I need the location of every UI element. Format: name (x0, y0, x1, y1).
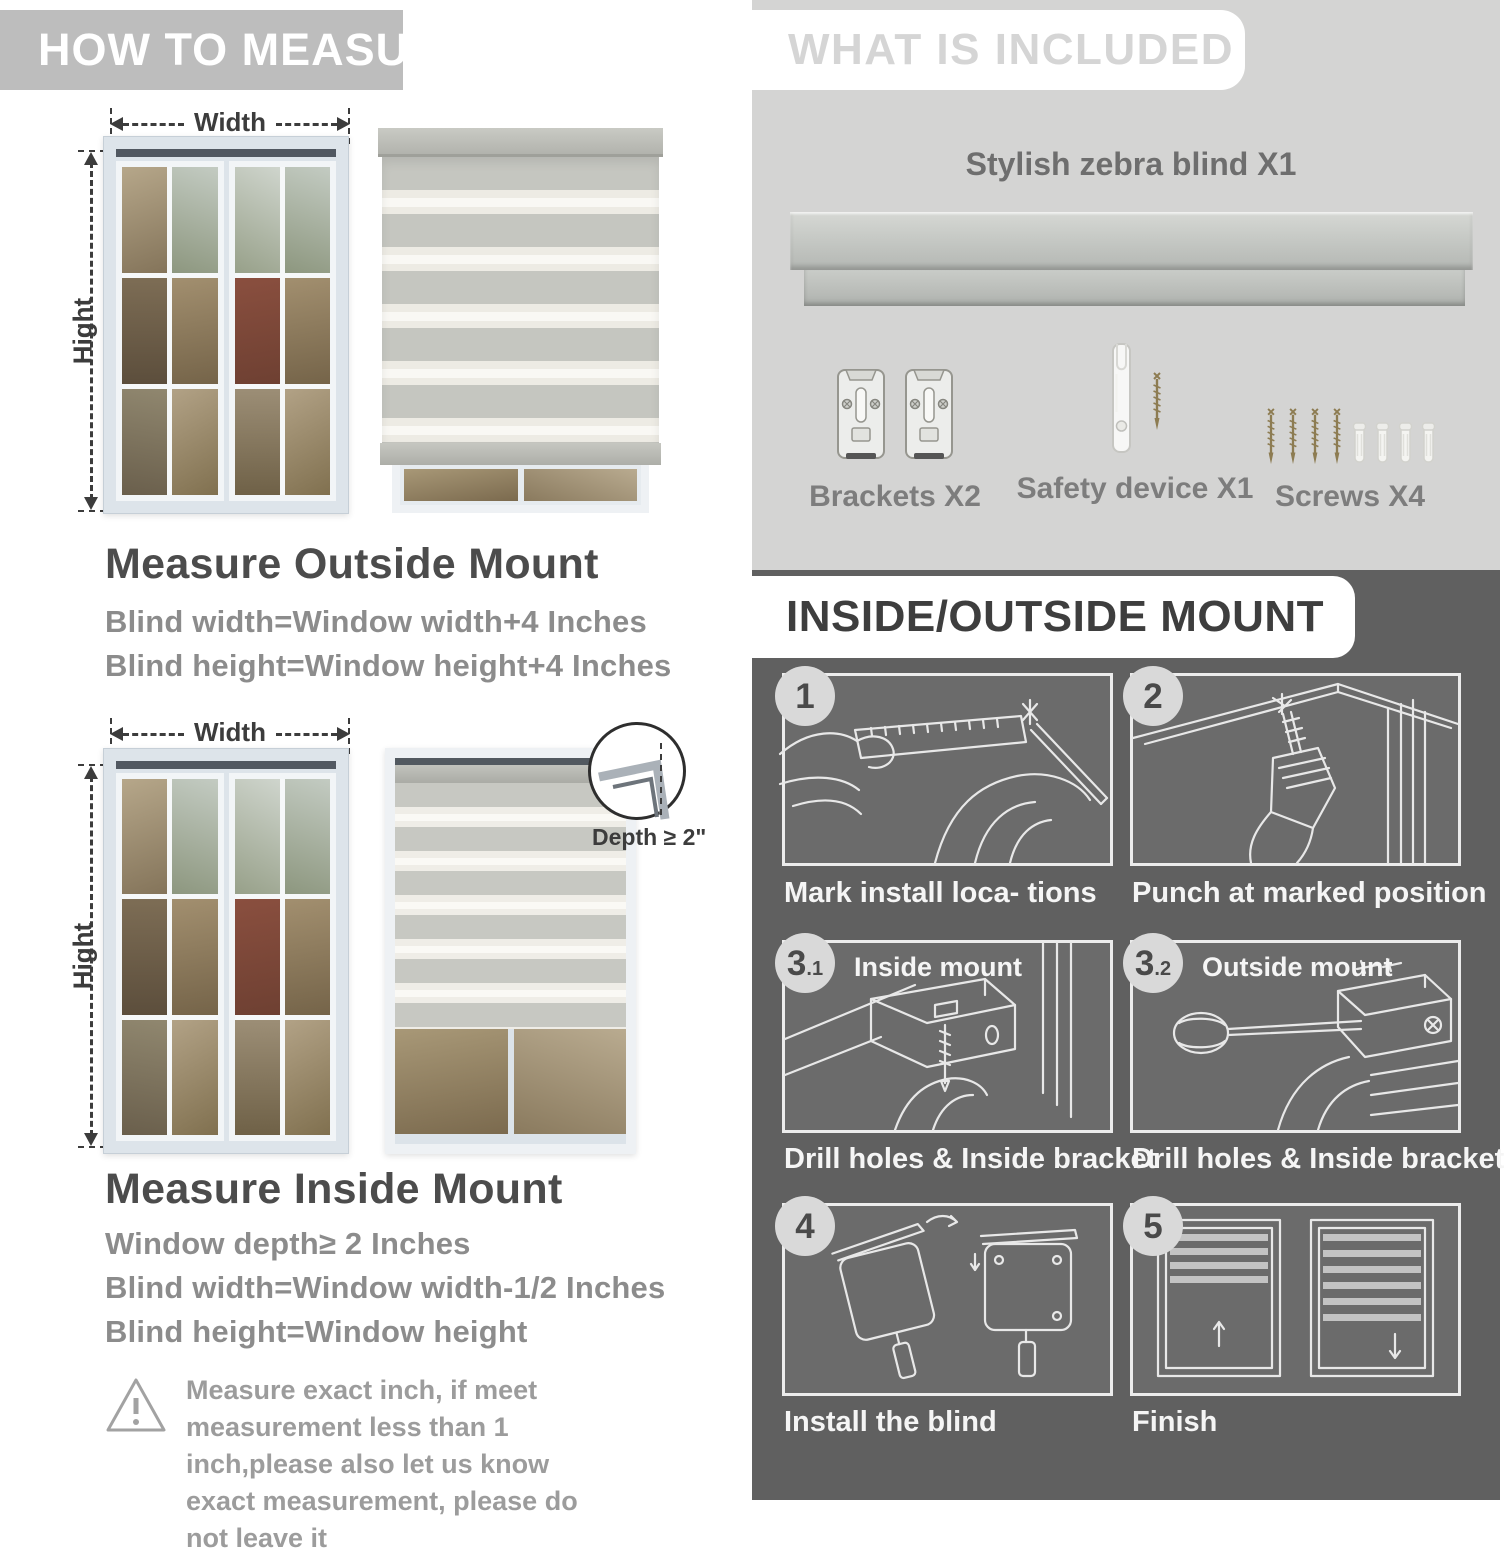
wall-anchor-icon (1375, 418, 1390, 466)
window-pane (285, 389, 330, 495)
step5-caption: Finish (1132, 1406, 1218, 1438)
how-to-measure-header: HOW TO MEASURE (0, 10, 403, 90)
step31-title: Inside mount (854, 952, 1022, 982)
window-pane (172, 278, 217, 384)
wall-anchor-icon (1398, 418, 1413, 466)
window-pane (235, 167, 280, 273)
window-pane (122, 779, 167, 894)
safety-device-item (1016, 340, 1254, 506)
window-top-recess (116, 761, 336, 769)
window-pane (524, 469, 638, 501)
bracket-icon (902, 362, 956, 466)
window-pane (172, 1020, 217, 1135)
window-pane (395, 1029, 508, 1134)
height-dimension-inside (67, 766, 106, 1146)
window-pane (172, 389, 217, 495)
window-casement (116, 161, 224, 501)
blind-zebra-fabric (382, 157, 659, 443)
step32-title: Outside mount (1202, 952, 1393, 982)
width-label: Width (194, 716, 266, 747)
screw-icon (1150, 370, 1164, 432)
height-dimension-outside (67, 152, 106, 510)
wall-anchor-icon (1421, 418, 1436, 466)
window-top-recess (116, 149, 336, 157)
warning-triangle-icon (103, 1374, 169, 1438)
arrow-up-icon (84, 152, 98, 165)
window-pane (235, 278, 280, 384)
window-pane (285, 779, 330, 894)
window-pane (172, 779, 217, 894)
zebra-blind-outside (378, 128, 663, 514)
safety-device-label: Safety device X1 (1016, 472, 1254, 505)
step4-caption: Install the blind (784, 1406, 997, 1438)
dimension-tick (78, 764, 106, 766)
depth-magnifier (588, 722, 686, 820)
window-casement (229, 161, 337, 501)
dashed-line (123, 123, 184, 126)
step2-badge: 2 (1123, 666, 1183, 726)
dashed-line (276, 733, 337, 736)
arrow-up-icon (84, 766, 98, 779)
window-pane (172, 899, 217, 1014)
window-photo-inside (103, 748, 349, 1154)
blind-product-label: Stylish zebra blind X1 (965, 146, 1297, 182)
bracket-icon (834, 362, 888, 466)
arrow-down-icon (84, 497, 98, 510)
arrow-down-icon (84, 1133, 98, 1146)
window-pane (122, 389, 167, 495)
dashed-line (276, 123, 337, 126)
wall-anchor-icon (1352, 418, 1367, 466)
window-casement (229, 773, 337, 1141)
blind-headrail (378, 128, 663, 157)
measure-outside-title: Measure Outside Mount (105, 540, 599, 588)
inside-rule-width: Blind width=Window width-1/2 Inches (105, 1270, 666, 1305)
window-under-blind (392, 465, 649, 513)
step1-badge: 1 (775, 666, 835, 726)
brackets-item (795, 348, 995, 514)
step32-badge: 3 .2 (1123, 933, 1183, 993)
window-pane (122, 1020, 167, 1135)
window-pane (235, 389, 280, 495)
window-photo-outside (103, 136, 349, 514)
width-dimension-outside (110, 106, 350, 137)
dimension-tick (78, 510, 106, 512)
safety-device-icon (1106, 340, 1136, 458)
outside-rule-height: Blind height=Window height+4 Inches (105, 648, 672, 683)
window-pane (122, 278, 167, 384)
window-pane (404, 469, 518, 501)
window-pane (285, 899, 330, 1014)
blind-headrail-product (790, 212, 1473, 270)
step1-caption: Mark install loca- tions (784, 877, 1097, 909)
height-label: Hight (67, 297, 98, 365)
outside-rule-width: Blind width=Window width+4 Inches (105, 604, 647, 639)
warning-text: Measure exact inch, if meet measurement less than 1 inch,please also let us know exact measurement, please do not leave it (186, 1375, 578, 1553)
window-pane (285, 1020, 330, 1135)
window-pane (285, 167, 330, 273)
depth-label: Depth ≥ 2" (592, 824, 707, 850)
window-sashes (116, 773, 336, 1141)
screws-item (1240, 348, 1460, 514)
what-is-included-header: WHAT IS INCLUDED (752, 10, 1245, 90)
screw-icon (1286, 406, 1300, 466)
window-pane (122, 167, 167, 273)
window-pane (235, 779, 280, 894)
screw-icon (1308, 406, 1322, 466)
step2-caption: Punch at marked position (1132, 877, 1487, 909)
inside-outside-mount-header: INSIDE/OUTSIDE MOUNT (752, 576, 1355, 658)
inside-rule-depth: Window depth≥ 2 Inches (105, 1226, 471, 1261)
inside-rule-height: Blind height=Window height (105, 1314, 528, 1349)
step32-caption: Drill holes & Inside bracket (1132, 1143, 1504, 1175)
window-pane (285, 278, 330, 384)
window-sashes (116, 161, 336, 501)
window-pane (235, 899, 280, 1014)
window-pane (514, 1029, 627, 1134)
window-pane (172, 167, 217, 273)
blind-bottomrail (380, 443, 661, 465)
width-label: Width (194, 106, 266, 137)
step4-badge: 4 (775, 1196, 835, 1256)
window-pane (122, 899, 167, 1014)
dimension-tick (78, 150, 106, 152)
width-dimension-inside (110, 716, 350, 747)
height-label: Hight (67, 922, 98, 990)
screw-icon (1264, 406, 1278, 466)
measure-inside-title: Measure Inside Mount (105, 1165, 563, 1213)
window-casement (116, 773, 224, 1141)
brackets-label: Brackets X2 (809, 480, 981, 513)
step31-badge: 3 .1 (775, 933, 835, 993)
window-corner-detail (591, 725, 689, 823)
step31-caption: Drill holes & Inside bracket (784, 1143, 1157, 1175)
window-pane (235, 1020, 280, 1135)
dashed-line (123, 733, 184, 736)
blind-headrail-lip (804, 270, 1465, 306)
dimension-tick (78, 1146, 106, 1148)
step5-badge: 5 (1123, 1196, 1183, 1256)
screws-label: Screws X4 (1274, 480, 1426, 513)
screw-icon (1330, 406, 1344, 466)
